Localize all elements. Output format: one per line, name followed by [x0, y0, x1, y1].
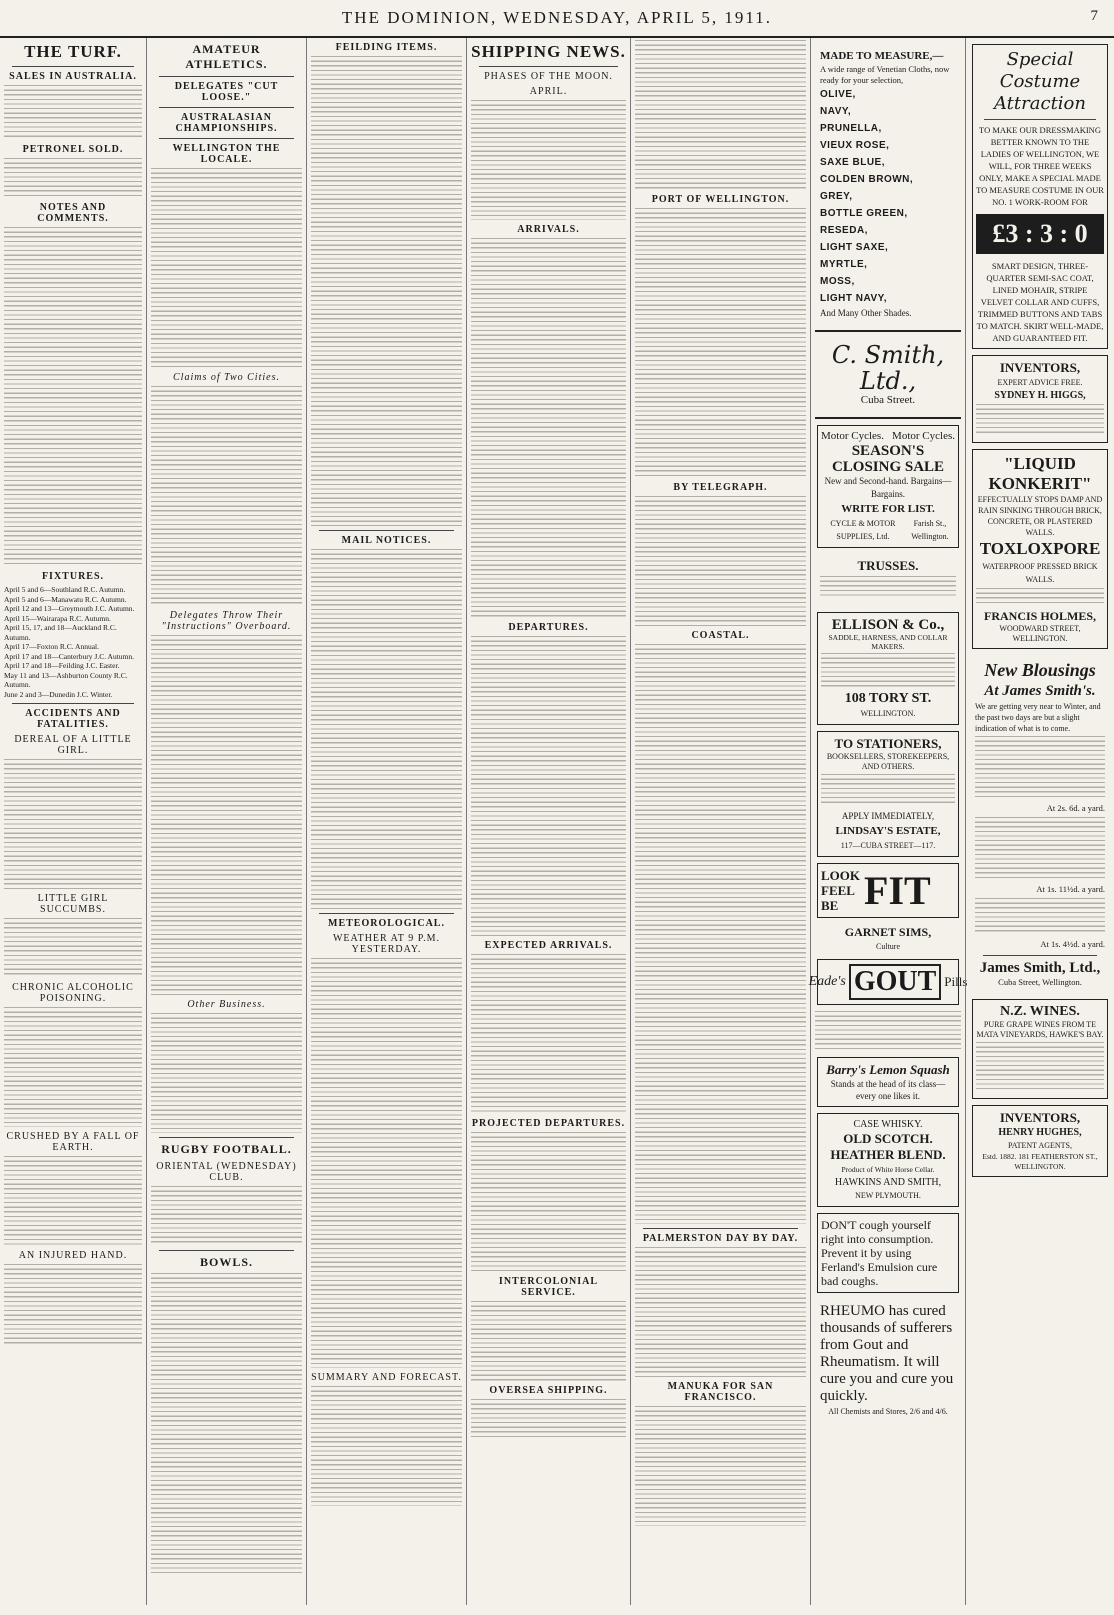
shipping-heading: SHIPPING NEWS.: [471, 42, 626, 61]
colour-item: BOTTLE GREEN,: [820, 208, 908, 219]
james-name: James Smith, Ltd.,: [979, 960, 1101, 976]
article-text: [4, 85, 142, 140]
article-text: [151, 1186, 302, 1246]
cycle-addr: Farish St., Wellington.: [911, 519, 949, 541]
made-to-measure-ad: [817, 44, 959, 324]
rheumo-text: RHEUMO has cured thousands of sufferers from Gout and Rheumatism. It will cure you and cure you quickly.: [820, 1303, 954, 1404]
turf-heading: THE TURF.: [24, 42, 122, 61]
fixture-item: May 11 and 13—Ashburton County R.C. Autumn.: [4, 670, 128, 689]
measure-heading: MADE TO MEASURE,—: [820, 50, 944, 62]
ad-text: [976, 404, 1104, 434]
colour-item: RESEDA,: [820, 225, 868, 236]
article-text: [471, 1132, 626, 1272]
special-word: Special: [1006, 49, 1074, 70]
masthead: [0, 0, 1114, 38]
ad-text: [975, 736, 1105, 798]
product-line: Product of White Horse Cellar.: [841, 1165, 935, 1174]
intercolonial-heading: INTERCOLONIAL SERVICE.: [498, 1276, 599, 1298]
bargains: New and Second-hand. Bargains—Bargains.: [824, 476, 952, 499]
attraction-word: Attraction: [994, 93, 1086, 114]
article-text: [635, 644, 806, 1224]
article-text: [4, 1007, 142, 1127]
lindsay: LINDSAY'S ESTATE,: [835, 825, 941, 837]
fixture-item: April 5 and 6—Manawatu R.C. Autumn.: [4, 594, 127, 604]
motor-label: Motor Cycles.: [821, 430, 884, 442]
article-text: [151, 386, 302, 606]
column-ads-left: [808, 38, 968, 1605]
heather-blend: HEATHER BLEND.: [830, 1147, 946, 1162]
petronel-heading: PETRONEL SOLD.: [22, 144, 124, 155]
feel-word: FEEL: [821, 883, 855, 898]
manuka-heading: MANUKA FOR SAN FRANCISCO.: [667, 1381, 774, 1403]
column-turf: [0, 38, 146, 1605]
article-text: [635, 496, 806, 626]
colour-item: LIGHT NAVY,: [820, 293, 887, 304]
fit-word: FIT: [864, 867, 931, 913]
trusses-ad: [817, 554, 959, 606]
barry-name: Barry's Lemon Squash: [826, 1062, 950, 1077]
accident-sub: LITTLE GIRL SUCCUMBS.: [37, 893, 109, 915]
fixture-item: April 12 and 13—Greymouth J.C. Autumn.: [4, 604, 135, 613]
accident-sub: CRUSHED BY A FALL OF EARTH.: [6, 1131, 140, 1153]
accidents-heading: ACCIDENTS AND FATALITIES.: [25, 708, 121, 730]
column-port: [630, 38, 810, 1605]
fixture-item: April 17 and 18—Feilding J.C. Easter.: [4, 661, 120, 670]
ad-text: [815, 1011, 961, 1051]
many-other: And Many Other Shades.: [820, 308, 912, 318]
feilding-heading: FEILDING ITEMS.: [335, 42, 438, 53]
barry-sub: Stands at the head of its class—every one likes it.: [830, 1079, 946, 1101]
be-word: BE: [821, 898, 839, 913]
ad-text: [821, 774, 955, 806]
rheumo-ad: [817, 1299, 959, 1422]
fixture-item: April 15—Wairarapa R.C. Autumn.: [4, 613, 111, 623]
colour-item: GREY,: [820, 191, 853, 202]
divider: [12, 66, 134, 67]
smith-name: C. Smith, Ltd.,: [831, 341, 945, 395]
accident-sub: AN INJURED HAND.: [18, 1250, 128, 1261]
james-addr: Cuba Street, Wellington.: [998, 977, 1082, 987]
article-text: [471, 238, 626, 618]
holmes-name: FRANCIS HOLMES,: [983, 609, 1096, 623]
hawkins-sub: NEW PLYMOUTH.: [855, 1191, 921, 1200]
smith-addr: Cuba Street.: [860, 394, 916, 406]
garnet-sub: Culture: [876, 942, 900, 951]
article-text: [4, 1264, 142, 1344]
athletics-sub: Claims of Two Cities.: [173, 372, 280, 383]
divider: [815, 330, 961, 332]
oversea-heading: OVERSEA SHIPPING.: [489, 1385, 608, 1396]
article-text: [311, 1386, 462, 1506]
article-text: [4, 759, 142, 889]
hughes-name: HENRY HUGHES,: [998, 1127, 1082, 1138]
projected-heading: PROJECTED DEPARTURES.: [471, 1118, 626, 1129]
column-shipping: [466, 38, 630, 1605]
moon-heading: PHASES OF THE MOON.: [484, 71, 613, 82]
konkerit-word: KONKERIT": [988, 474, 1092, 493]
write-for-list: WRITE FOR LIST.: [841, 503, 935, 515]
article-text: [4, 918, 142, 978]
athletics-sub: AUSTRALASIAN CHAMPIONSHIPS.: [175, 112, 278, 134]
blousings-heading: New Blousings: [984, 660, 1096, 680]
toxloxpore-sub: WATERPROOF PRESSED BRICK WALLS.: [982, 562, 1098, 584]
smith-ad: [817, 338, 959, 411]
at-james-heading: At James Smith's.: [984, 683, 1096, 699]
article-text: [635, 1406, 806, 1526]
article-text: [471, 100, 626, 220]
article-text: [151, 1273, 302, 1573]
colour-list: [820, 86, 956, 307]
tory-street: 108 TORY ST.: [844, 691, 932, 706]
costume-price: £3 : 3 : 0: [976, 214, 1104, 254]
whisky-ad: [817, 1113, 959, 1207]
divider: [479, 66, 618, 67]
article-text: [471, 954, 626, 1114]
konkerit-ad: [972, 449, 1108, 649]
divider: [984, 119, 1096, 120]
divider: [159, 1250, 294, 1251]
motor-cycles-ad: [817, 425, 959, 548]
price-line: At 1s. 4½d. a yard.: [1040, 939, 1105, 949]
closing-sale: SEASON'S CLOSING SALE: [831, 443, 945, 475]
dont-cough-ad: [817, 1213, 959, 1293]
colour-item: OLIVE,: [820, 89, 856, 100]
liquid-word: "LIQUID: [1004, 454, 1076, 473]
colour-item: LIGHT SAXE,: [820, 242, 889, 253]
lindsay-addr: 117—CUBA STREET—117.: [840, 841, 936, 850]
stationers-ad: [817, 731, 959, 857]
athletics-heading: AMATEUR ATHLETICS.: [185, 42, 268, 71]
ad-text: [976, 588, 1104, 604]
trusses-heading: TRUSSES.: [857, 558, 919, 573]
hughes-ad: [972, 1105, 1108, 1177]
article-text: [4, 158, 142, 198]
athletics-sub: Other Business.: [187, 999, 266, 1010]
divider: [815, 417, 961, 419]
inventors2-heading: INVENTORS,: [999, 1110, 1081, 1125]
inventors-ad: [972, 355, 1108, 443]
divider: [159, 138, 294, 139]
colour-item: NAVY,: [820, 106, 852, 117]
hughes-addr: Estd. 1882. 181 FEATHERSTON ST., WELLINGTON.: [982, 1152, 1098, 1171]
notes-heading: NOTES AND COMMENTS.: [37, 202, 109, 224]
divider: [12, 703, 134, 704]
colour-item: SAXE BLUE,: [820, 157, 886, 168]
ad-text: [821, 653, 955, 687]
price-line: At 2s. 6d. a yard.: [1046, 803, 1105, 813]
holmes-addr: WOODWARD STREET, WELLINGTON.: [999, 624, 1081, 643]
price-line: At 1s. 11½d. a yard.: [1036, 884, 1105, 894]
price-text: SMART DESIGN, THREE-QUARTER SEMI-SAC COAT, LINED MOHAIR, STRIPE VELVET COLLAR AND CUFFS, TRIMMED BUTTONS AND TABS TO MATCH. SKIRT WELL-MADE, AND GUARANTEED FIT.: [976, 261, 1104, 343]
fixture-item: April 15, 17, and 18—Auckland R.C. Autumn.: [4, 623, 117, 642]
ellison-name: ELLISON & Co.,: [831, 617, 945, 633]
coastal-heading: COASTAL.: [691, 630, 750, 641]
blousings-ad: [972, 655, 1108, 993]
wines-text: PURE GRAPE WINES FROM TE MATA VINEYARDS, HAWKE'S BAY.: [976, 1020, 1104, 1039]
accident-sub: CHRONIC ALCOHOLIC POISONING.: [12, 982, 134, 1004]
colour-item: MOSS,: [820, 276, 855, 287]
divider: [983, 955, 1097, 956]
divider: [159, 1137, 294, 1138]
moon-month: APRIL.: [529, 86, 568, 97]
colour-item: MYRTLE,: [820, 259, 868, 270]
fixture-item: April 5 and 6—Southland R.C. Autumn.: [4, 585, 126, 594]
article-text: [311, 56, 462, 526]
meteo-sub: WEATHER AT 9 P.M. YESTERDAY.: [332, 933, 441, 955]
wines-heading: N.Z. WINES.: [1000, 1004, 1080, 1019]
ad-text: [820, 576, 956, 598]
article-text: [635, 208, 806, 478]
arrivals-heading: ARRIVALS.: [517, 224, 580, 235]
meteo-heading: METEOROLOGICAL.: [328, 918, 445, 929]
colour-item: PRUNELLA,: [820, 123, 882, 134]
divider: [159, 107, 294, 108]
fixture-item: April 17 and 18—Canterbury J.C. Autumn.: [4, 651, 134, 661]
athletics-sub: DELEGATES "CUT LOOSE.": [174, 81, 279, 103]
fixture-item: June 2 and 3—Dunedin J.C. Winter.: [4, 689, 113, 699]
telegraph-heading: BY TELEGRAPH.: [673, 482, 768, 493]
colour-item: VIEUX ROSE,: [820, 140, 890, 151]
tory-city: WELLINGTON.: [860, 709, 916, 718]
hughes-sub: PATENT AGENTS,: [1007, 1141, 1072, 1150]
ad-text: [975, 898, 1105, 934]
column-feilding: [306, 38, 466, 1605]
inventors-text: EXPERT ADVICE FREE.: [997, 378, 1083, 387]
article-text: [471, 1301, 626, 1381]
divider: [319, 530, 454, 531]
case-whisky: CASE WHISKY.: [853, 1119, 923, 1130]
column-ads-right: [965, 38, 1114, 1605]
james-text: We are getting very near to Winter, and the past two days are but a slight indication of what is to come.: [975, 702, 1101, 733]
konkerit-text: EFFECTUALLY STOPS DAMP AND RAIN SINKING THROUGH BRICK, CONCRETE, OR PLASTERED WALLS.: [977, 495, 1103, 537]
ellison-ad: [817, 612, 959, 725]
article-text: [4, 1156, 142, 1246]
costume-word: Costume: [999, 71, 1081, 92]
athletics-sub: Delegates Throw Their "Instructions" Overboard.: [161, 610, 292, 632]
article-text: [311, 958, 462, 1368]
article-text: [471, 1399, 626, 1439]
lemon-squash-ad: [817, 1057, 959, 1107]
old-scotch: OLD SCOTCH.: [843, 1131, 933, 1146]
expected-heading: EXPECTED ARRIVALS.: [484, 940, 613, 951]
look-word: LOOK: [821, 868, 861, 883]
article-text: [151, 168, 302, 368]
article-text: [635, 40, 806, 190]
article-text: [635, 1247, 806, 1377]
divider: [643, 1228, 798, 1229]
accident-sub: DEREAL OF A LITTLE GIRL.: [14, 734, 132, 756]
fit-ad: [817, 863, 959, 918]
ellison-sub: SADDLE, HARNESS, AND COLLAR MAKERS.: [828, 633, 948, 651]
apply: APPLY IMMEDIATELY,: [841, 811, 935, 821]
pills-word: Pills: [944, 974, 968, 989]
cycle-name: CYCLE & MOTOR SUPPLIES, Ltd.: [830, 519, 896, 541]
rheumo-sub: All Chemists and Stores, 2/6 and 4/6.: [828, 1407, 948, 1416]
rugby-sub: ORIENTAL (WEDNESDAY) CLUB.: [156, 1161, 297, 1183]
sales-australia-heading: SALES IN AUSTRALIA.: [9, 71, 137, 82]
costume-ad: [972, 44, 1108, 349]
garnet-ad: [817, 924, 959, 953]
page-number: 7: [1090, 8, 1098, 24]
higgs-name: SYDNEY H. HIGGS,: [994, 390, 1086, 401]
departures-heading: DEPARTURES.: [508, 622, 589, 633]
gout-ad: [808, 959, 968, 1005]
inventors-heading: INVENTORS,: [999, 360, 1081, 375]
colour-item: COLDEN BROWN,: [820, 174, 914, 185]
article-text: [471, 636, 626, 936]
hawkins: HAWKINS AND SMITH,: [834, 1177, 942, 1188]
ad-text: [975, 817, 1105, 879]
measure-text: A wide range of Venetian Cloths, now ready for your selection,: [820, 64, 950, 85]
palmerston-heading: PALMERSTON DAY BY DAY.: [642, 1233, 799, 1244]
motor-label: Motor Cycles.: [892, 430, 955, 442]
eade-word: Eade's: [808, 974, 846, 989]
mail-heading: MAIL NOTICES.: [341, 535, 432, 546]
article-text: [151, 635, 302, 995]
divider: [159, 76, 294, 77]
bowls-heading: BOWLS.: [199, 1255, 253, 1269]
athletics-sub: WELLINGTON THE LOCALE.: [172, 143, 281, 165]
masthead-title: THE DOMINION, WEDNESDAY, APRIL 5, 1911.: [341, 8, 773, 27]
summary-heading: SUMMARY AND FORECAST.: [311, 1372, 462, 1383]
wines-ad: [972, 999, 1108, 1099]
port-heading: PORT OF WELLINGTON.: [651, 194, 790, 205]
toxloxpore-word: TOXLOXPORE: [979, 539, 1101, 558]
divider: [319, 913, 454, 914]
rugby-heading: RUGBY FOOTBALL.: [161, 1142, 292, 1156]
fixtures-heading: FIXTURES.: [41, 571, 105, 582]
article-text: [4, 227, 142, 567]
article-text: [311, 549, 462, 909]
garnet-name: GARNET SIMS,: [844, 925, 932, 939]
fixtures-list: [4, 585, 142, 699]
stationers-heading: TO STATIONERS,: [834, 736, 942, 751]
dont-cough: DON'T cough yourself right into consumption. Prevent it by using Ferland's Emulsion cure bad coughs.: [821, 1218, 938, 1288]
costume-text: TO MAKE OUR DRESSMAKING BETTER KNOWN TO THE LADIES OF WELLINGTON, WE WILL, FOR THREE WEEKS ONLY, MAKE A SPECIAL MADE TO MEASURE COSTUME IN OUR NO. 1 WORK-ROOM FOR: [976, 125, 1104, 207]
gout-word: GOUT: [849, 964, 941, 1000]
article-text: [151, 1013, 302, 1133]
fixture-item: April 17—Foxton R.C. Annual.: [4, 642, 100, 651]
stationers-sub: BOOKSELLERS, STOREKEEPERS, AND OTHERS.: [826, 752, 950, 771]
column-athletics: [146, 38, 306, 1605]
ad-text: [976, 1042, 1104, 1090]
